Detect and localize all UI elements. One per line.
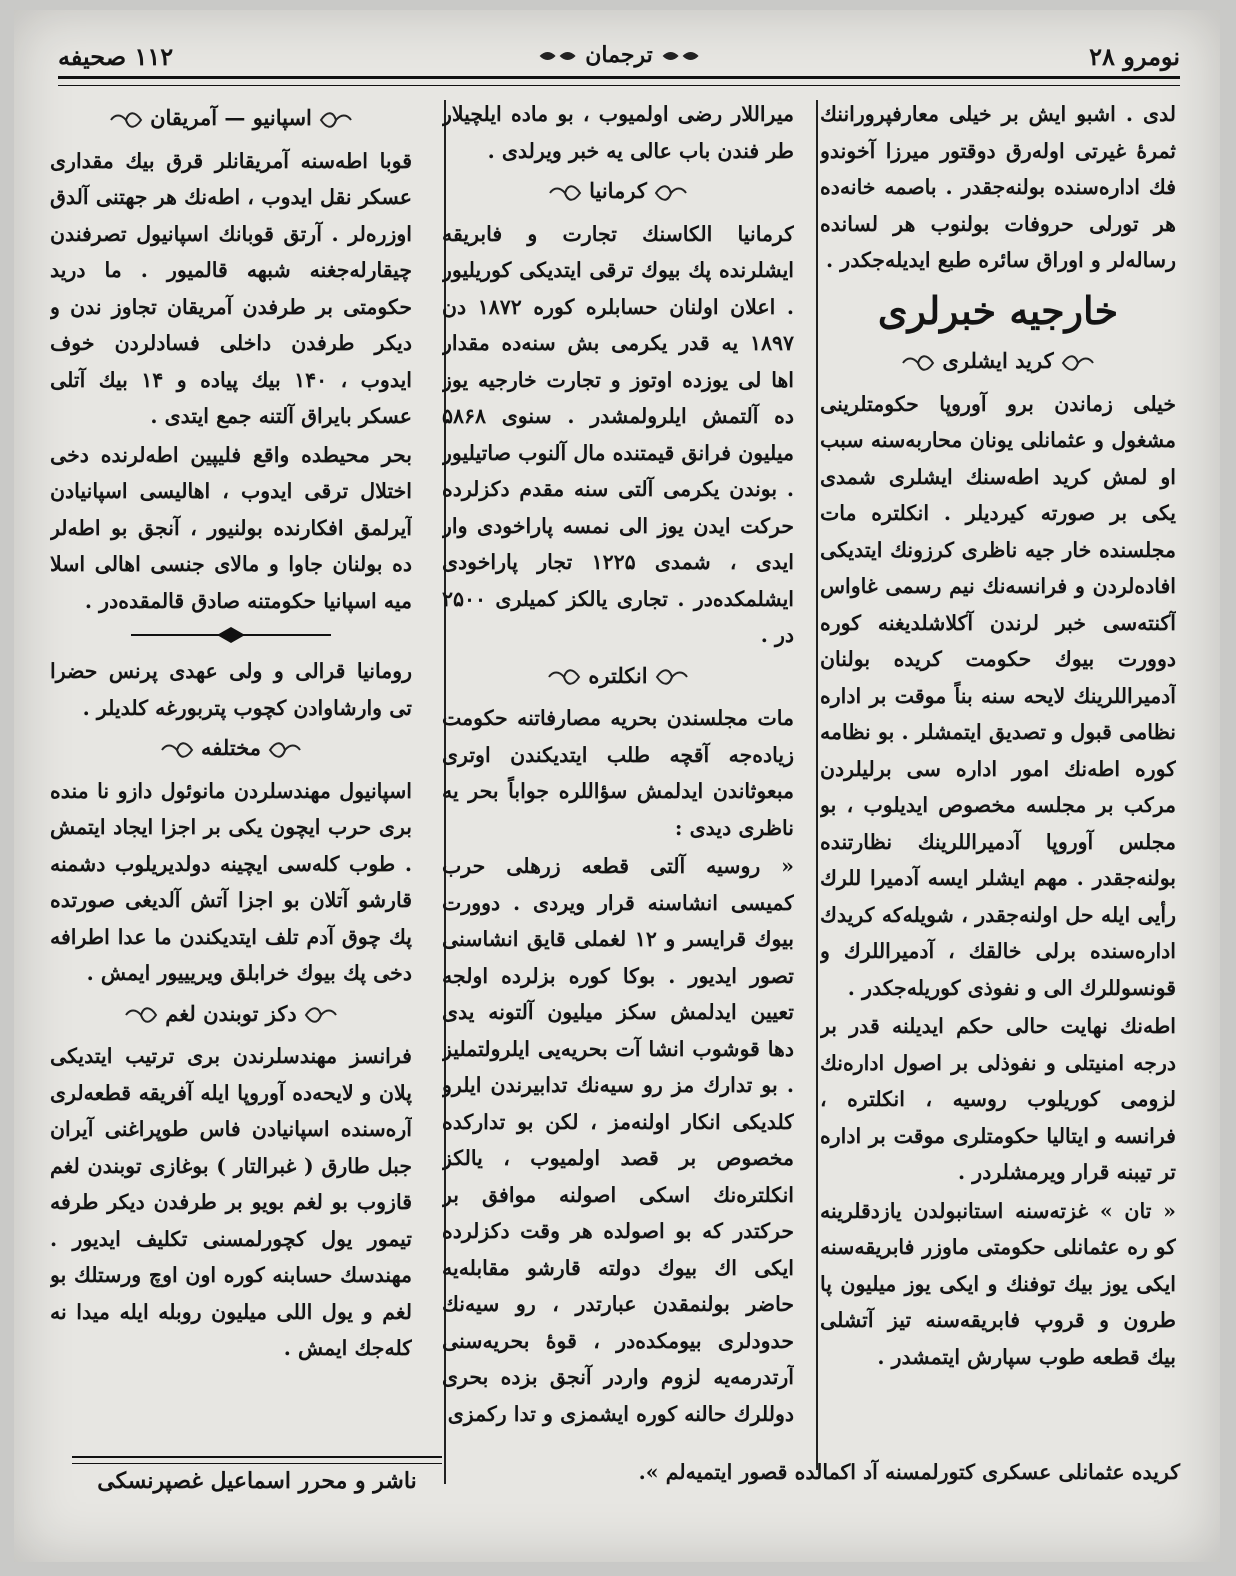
ornament-icon [109,111,143,129]
column-left [50,96,412,1492]
article-heading-text: انكلترە [588,662,648,688]
page-header [58,38,1180,78]
paragraph: « تان » غزتەسنه استانبولدن يازدقلرينه كو رە عثمانلی حكومتی ماوزر فابريقەسنه ايكی يوز بيك توفنك و ايكی يوز ميليون پا طرون و قروپ فابريقەسنه تيز آتشلی بيك قطعه طوب سپارش ايتمشدر . [820,1198,1176,1369]
ornament-icon [538,48,578,64]
paragraph: قوبا اطەسنه آمريقانلر قرق بيك مقداری عسكر نقل ايدوب ، اطەنك هر جهتنی آلدق اوزرەلر . آرتق قوبانك اسپانيول تصرفندن چيقارلەجغنه شبهه قالميور . ما دريد حكومتی بر طرفدن آمريقان تجاوز ندن و ديكر طرفدن داخلی فسادلردن خوف ايدوب ، ۱۴۰ بيك پيادە و ۱۴ بيك آتلی عسكر بايراق آلتنه جمع ايتدی . [50,148,412,428]
paragraph: مات مجلسندن بحريه مصارفاتنه حكومت زيادەجه آقچه طلب ايتديكندن اوترى مبعوثاندن ايدلمش سؤاللره جواباً بحر يه ناظری ديدی : [442,706,794,840]
ornament-icon [124,1006,158,1024]
article-heading-spain-america [50,100,412,137]
article-heading-text: مختلفه [201,735,261,760]
ornament-icon [655,668,689,686]
ornament-icon [660,48,700,64]
article-heading-text: كرمانيا [589,178,647,203]
ornament-icon [548,184,582,202]
masthead-title [538,42,701,68]
paragraph: كرمانيا الكاسنك تجارت و فابريقه ايشلرنده پك بيوك ترقی ايتديكی كوريليور . اعلان اولنان حسابلره كوره ۱۸۷۲ دن ۱۸۹۷ يه قدر يكرمی بش سنەدە مقدار اها لی يوزدە اوتوز و تجارت خارجيه يوز دە آلتمش ايلرولمشدر . سنوی ۵۸۶۸ ميليون فرانق قيمتندە مال آلنوب صاتيليور . بوندن يكرمی آلتی سنه مقدم دكزلردە حركت ايدن يوز الی نمسه پاراخودی وار ايدی ، شمدی ۱۲۲۵ تجار پاراخودی ايشلمكدەدر . تجاری يالكز كميلری ۲۵۰۰ در . [442,221,794,647]
bottom-continuation-line [614,1460,1180,1484]
paragraph: اسپانيول مهندسلردن مانوئول دازو نا مندە بری حرب ايچون يكی بر اجزا ايجاد ايتمش . طوب كلەسی ايچينه دولديريلوب دشمنه قارشو آتلان بو اجزا آتش آلديغی صورتدە پك چوق آدم تلف ايتديكندن ما عدا اطرافه دخی پك بيوك خرابلق ويريييور ايمش . [50,778,412,985]
footer-rule [72,1456,442,1464]
paragraph: خيلی زماندن برو آوروپا حكومتلرينی مشغول و عثمانلی يونان محاربەسنه سبب او لمش كريد اطەسنك ايشلری شمدی يكی بر صورته كيرديلر . انكلترە مات مجلسندە خار جيه ناظری كرزونك ايتديكی افادەلردن و فرانسەنك نيم رسمی غاواس آكنتەسی خبر لرندن آكلاشلديغنه كوره دوورت بيوك حكومت كريدە بولنان آدميراللرينك لايحه سنه بناً موقت بر ادارە نظامی قبول و تصديق ايتمشلر . بو نظامه كوره اطەنك امور ادارە سی برليلردن مركب بر مجلسه مخصوص ايديلوب ، بو مجلس آوروپا آدميراللرينك نظارتنده بولنەجقدر . مهم ايشلر ايسه آدميرا للرك رأيی ايله حل اولنەجقدر ، شويلەكه كريدك ادارەسندە برلی خالقك ، آدميراللرك و قونسوللرك الی و نفوذی كوريلەجكدر . [820,391,1176,1000]
ornament-icon [304,1006,338,1024]
ornament-icon [268,741,302,759]
separator-ornament [50,627,412,643]
article-heading-crete [820,343,1176,380]
column-middle [442,96,794,1492]
issue-number: نومرو ۲۸ [1089,42,1180,71]
article-heading-tunnel [50,996,412,1033]
publisher-credit: ناشر و محرر اسماعيل غصپرنسكی [97,1468,417,1494]
ornament-icon [654,184,688,202]
bottom-text-middle: اكمالدە قصور ايتميەلم ». [638,1460,856,1484]
paragraph: رومانيا قرالی و ولی عهدی پرنس حضرا تی وارشاوادن كچوب پتربورغه كلديلر . [50,659,412,720]
article-heading-text: اسپانيو — آمريقان [150,105,312,130]
paragraph: بحر محيطدە واقع فليپين اطەلرندە دخی اختلال ترقی ايدوب ، اهاليسی اسپانيادن آيرلمق افكارندە بولنيور ، آنجق بو اطەلر دە بولنان جاوا و مالای جنسی اهالی اسلا ميه اسپانيا حكومتنه صادق قالمقدەدر . [50,442,412,613]
newspaper-page [14,10,1220,1562]
column-divider [816,100,818,1470]
article-heading-germany [442,173,794,210]
ornament-icon [547,668,581,686]
article-heading-misc [50,730,412,767]
article-heading-england [442,658,794,695]
bottom-text-right: كريدە عثمانلی عسكری كتورلمسنه آد [863,1460,1180,1484]
column-right [820,96,1176,1492]
paragraph: لدی . اشبو ايش بر خيلی معارفپروراننك ثمرۀ غيرتی اولەرق دوقتور ميرزا آخوندو فك ادارەسندە بولنەجقدر . باصمە خانەدە هر تورلی حروفات بولنوب هر لساندە رسالەلر و اوراق سائرە طبع ايديلەجكدر . [820,102,1176,272]
paragraph: ميراللار رضی اولميوب ، بو مادە ايلچيلار طر فندن باب عالی يه خبر ويرلدی . [442,102,794,163]
paragraph: اطەنك نهايت حالی حكم ايديلنه قدر بر درجه امنيتلی و نفوذلی بر اصول ادارەنك لزومی كوريلوب روسيه ، انكلترە ، فرانسه و ايتاليا حكومتلری موقت بر ادارە تر تيبنه قرار ويرمشلردر . [820,1014,1176,1184]
ornament-icon [160,741,194,759]
section-title-foreign-news: خارجيه خبرلری [877,287,1119,333]
ornament-icon [319,111,353,129]
ornament-icon [901,354,935,372]
article-heading-text: دكز توبندن لغم [165,1000,297,1026]
ornament-icon [1061,354,1095,372]
article-heading-text: كريد ايشلری [942,348,1054,373]
masthead-title-text: ترجمان [585,42,653,68]
header-rule [58,76,1180,86]
paragraph: فرانسز مهندسلرندن بری ترتيب ايتديكی پلان و لايحەدە آوروپا ايله آفريقه قطعەلری آرەسندە اسپانيادن فاس طوپراغنی آيران جبل طارق ( غبرالتار ) بوغازی توبندن لغم قازوب بو لغم بويو بر طرفدن ديكر طرفه تيمور يول كچورلمسنی تكليف ايديور . مهندسك حسابنه كوره اون اوچ ورستلك بو لغم و يول اللی ميليون روبله ايله ميدا نه كلەجك ايمش . [50,1044,412,1360]
diamond-rule-icon [131,627,331,643]
page-number: ۱۱۲ صحيفه [58,42,174,71]
paragraph: « روسيه آلتی قطعه زرهلی حرب كميسی انشاسنه قرار ويردی . دوورت بيوك قرايسر و ۱۲ لغملی قايق انشاسنی تصور ايديور . بوكا كوره بزلردە اولجه تعيين ايدلمش سكز ميليون آلتونه يدی دها قوشوب انشا آت بحريەيی ايلرولتمليز . بو تدارك مز رو سيەنك تدابيرندن ايلرو كلديكی انكار اولنەمز ، لكن بو تداركدە مخصوص بر قصد اولميوب ، يالكز انكلترەنك اسكی اصولنه موافق بر حركتدر كه بو اصولدە هر وقت دكزلردە ايكی اك بيوك دولته قارشو مقابلەيه حاضر بولنمقدن عبارتدر ، رو سيەنك حدودلری بيومكدەدر ، قوۀ بحريەسنی آرتدرمەيه لزوم واردر آنجق بزدە بحری دوللرك حالنه كوره ايشمزی و تدا ركمزی [442,854,794,1426]
